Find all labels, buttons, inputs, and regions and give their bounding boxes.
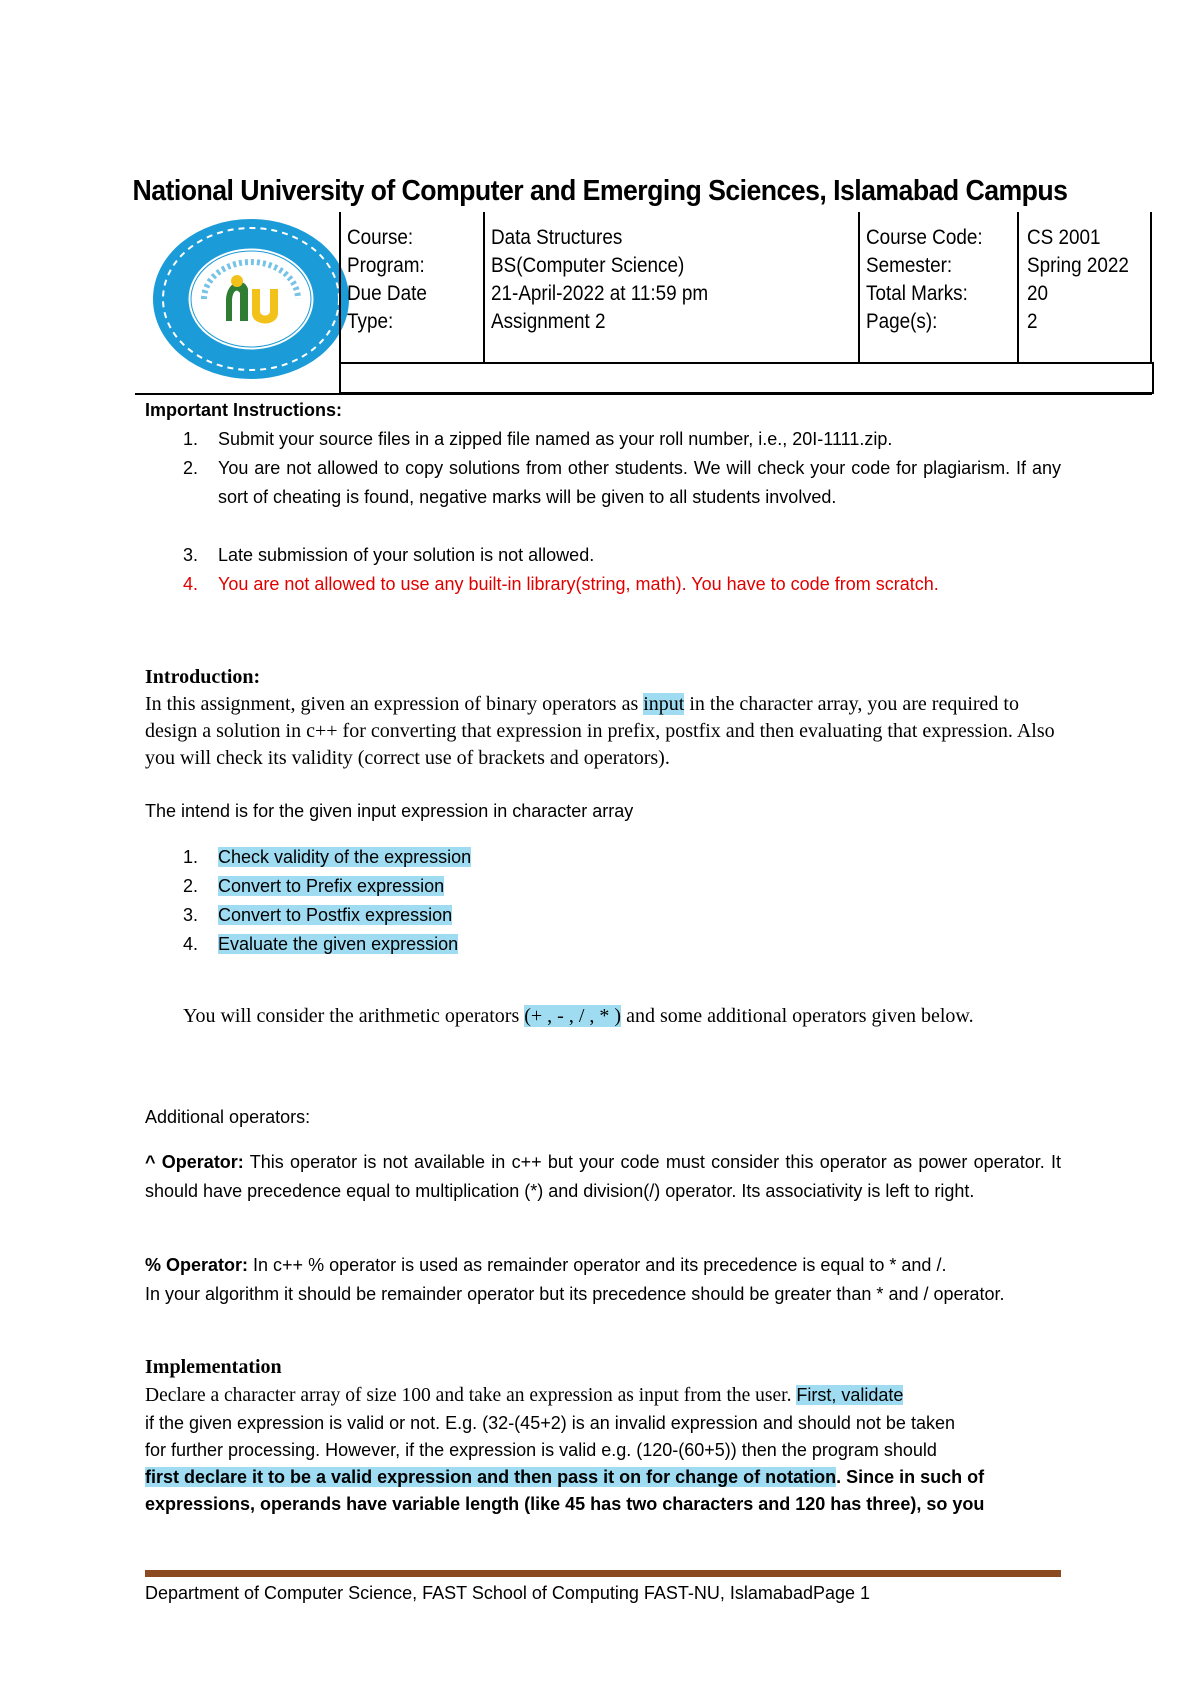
instruction-number: 4. <box>183 574 199 594</box>
task-number: 4. <box>183 934 199 954</box>
value-total-marks: 20 <box>1027 282 1049 305</box>
instruction-item <box>183 425 1061 454</box>
task-text: Check validity of the expression <box>218 847 472 867</box>
mod-operator-text: In c++ % operator is used as remainder operator and its precedence is equal to * and /. <box>248 1255 947 1275</box>
implementation-heading: Implementation <box>145 1356 282 1378</box>
value-program: BS(Computer Science) <box>491 254 685 277</box>
table-empty-row <box>339 362 1154 394</box>
task-item <box>183 843 472 872</box>
impl-highlight: First, validate <box>796 1385 904 1405</box>
task-text: Evaluate the given expression <box>218 934 459 954</box>
instruction-text: Late submission of your solution is not allowed. <box>218 545 595 565</box>
mod-operator-text: In your algorithm it should be remainder operator but its precedence should be greater than * and / operator. <box>145 1284 1005 1304</box>
label-semester: Semester: <box>866 254 953 277</box>
instruction-text: Submit your source files in a zipped file named as your roll number, i.e., 20I-1111.zip. <box>218 429 893 449</box>
operators-text: and some additional operators given below. <box>621 1005 974 1027</box>
value-pages: 2 <box>1027 310 1038 333</box>
label-type: Type: <box>347 310 394 333</box>
task-text: Convert to Prefix expression <box>218 876 445 896</box>
value-course-code: CS 2001 <box>1027 226 1101 249</box>
label-total-marks: Total Marks: <box>866 282 968 305</box>
university-logo <box>144 211 358 387</box>
task-text: Convert to Postfix expression <box>218 905 453 925</box>
operators-text: You will consider the arithmetic operators <box>183 1005 525 1027</box>
impl-text: Declare a character array of size 100 and take an expression as input from the user. <box>145 1385 797 1406</box>
task-item <box>183 901 453 930</box>
label-due-date: Due Date <box>347 282 427 305</box>
caret-operator-paragraph <box>145 1148 1061 1206</box>
value-course: Data Structures <box>491 226 623 249</box>
instructions-heading: Important Instructions: <box>145 400 342 420</box>
implementation-paragraph <box>145 1381 1075 1518</box>
intro-intent: The intend is for the given input expression in character array <box>145 801 634 821</box>
label-course-code: Course Code: <box>866 226 983 249</box>
operators-paragraph <box>183 1003 1053 1030</box>
page-footer: Department of Computer Science, FAST School of Computing FAST-NU, IslamabadPage 1 <box>145 1583 871 1603</box>
impl-text: if the given expression is valid or not. E.g. (32-(45+2) is an invalid expression and should not be taken <box>145 1413 955 1433</box>
caret-operator-label: ^ Operator: <box>145 1152 244 1172</box>
instruction-item <box>183 541 1061 570</box>
header-rule <box>135 393 1152 395</box>
instruction-number: 1. <box>183 429 199 449</box>
value-type: Assignment 2 <box>491 310 606 333</box>
instruction-text: You are not allowed to use any built-in library(string, math). You have to code from scratch. <box>218 574 939 594</box>
university-title: National University of Computer and Emerging Sciences, Islamabad Campus <box>132 175 1068 207</box>
task-number: 2. <box>183 876 199 896</box>
introduction-paragraph <box>145 691 1065 772</box>
mod-operator-label: % Operator: <box>145 1255 249 1275</box>
value-due-date: 21-April-2022 at 11:59 pm <box>491 282 709 305</box>
task-item <box>183 872 445 901</box>
impl-text: expressions, operands have variable length (like 45 has two characters and 120 has three), so you <box>145 1494 985 1514</box>
instruction-item-warning <box>183 570 1098 599</box>
instruction-item <box>183 454 1061 512</box>
additional-heading: Additional operators: <box>145 1107 311 1127</box>
course-info-table <box>339 212 1152 362</box>
task-number: 1. <box>183 847 199 867</box>
impl-text: . Since in such of <box>836 1467 985 1487</box>
operators-highlight: (+ , - , / , * ) <box>524 1005 622 1027</box>
footer-rule <box>145 1570 1061 1577</box>
introduction-heading: Introduction: <box>145 666 261 688</box>
label-course: Course: <box>347 226 414 249</box>
caret-operator-text: This operator is not available in c++ but your code must consider this operator as power operator. It should have precedence equal to multiplication (*) and division(/) operator. Its associativity is left to right. <box>145 1152 1061 1201</box>
task-item <box>183 930 459 959</box>
instruction-number: 2. <box>183 458 199 478</box>
intro-text: in the character array, you are required to design a solution in c++ for converting that expression in prefix, postfix and then evaluating that expression. Also you will check its validity (correct use of brackets and operators). <box>145 693 1055 769</box>
task-number: 3. <box>183 905 199 925</box>
value-semester: Spring 2022 <box>1027 254 1129 277</box>
label-pages: Page(s): <box>866 310 938 333</box>
intro-highlight: input <box>643 693 685 715</box>
instruction-text: You are not allowed to copy solutions from other students. We will check your code for plagiarism. If any sort of cheating is found, negative marks will be given to all students involved. <box>218 458 1061 507</box>
impl-text: for further processing. However, if the expression is valid e.g. (120-(60+5)) then the program should <box>145 1440 937 1460</box>
label-program: Program: <box>347 254 425 277</box>
intro-text: In this assignment, given an expression of binary operators as <box>145 693 644 715</box>
mod-operator-paragraph <box>145 1251 1061 1309</box>
impl-highlight: first declare it to be a valid expression and then pass it on for change of notation <box>145 1467 837 1487</box>
instruction-number: 3. <box>183 545 199 565</box>
